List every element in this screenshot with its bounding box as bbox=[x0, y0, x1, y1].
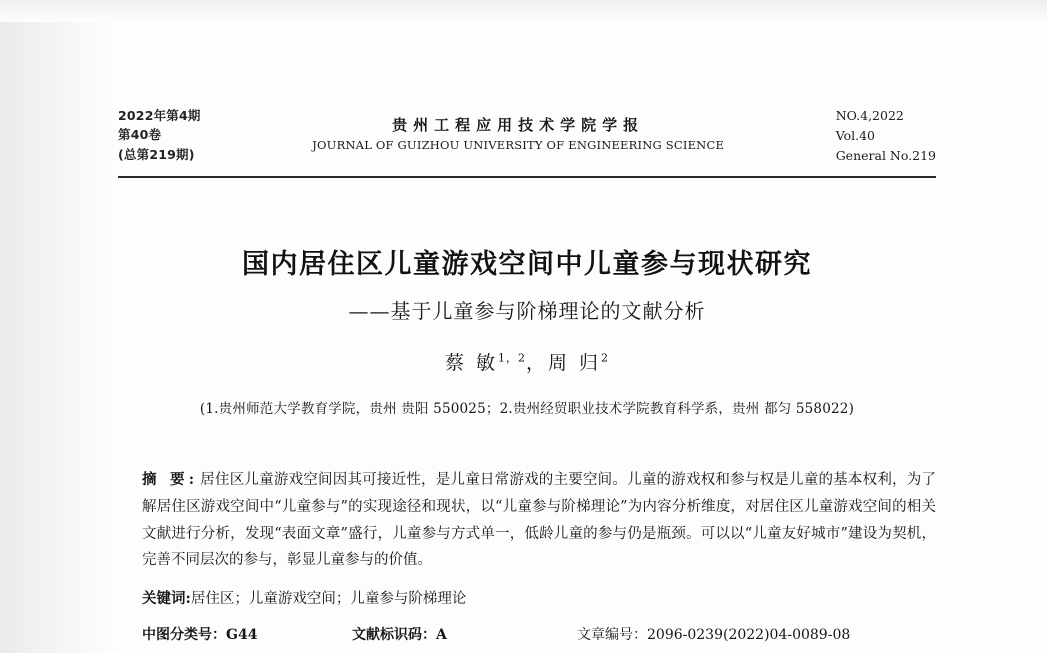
clc-code: 中图分类号：G44 bbox=[142, 627, 258, 644]
issue-en-line-2: Vol.40 bbox=[835, 128, 875, 143]
page-subtitle: ——基于儿童参与阶梯理论的文献分析 bbox=[348, 299, 706, 323]
author-name-2: 周 归 bbox=[548, 352, 602, 374]
issue-en-line-3: General No.219 bbox=[835, 148, 936, 163]
scan-edge-left bbox=[0, 0, 118, 653]
classification-codes bbox=[118, 623, 936, 649]
author-name-1: 蔡 敏 bbox=[444, 352, 498, 374]
journal-name bbox=[201, 114, 836, 152]
issue-line-1: 2022年第4期 bbox=[118, 108, 201, 123]
issue-info bbox=[118, 106, 201, 164]
abstract-paragraph bbox=[118, 467, 936, 574]
keywords-label: 关键词: bbox=[142, 590, 191, 608]
affiliation: (1.贵州师范大学教育学院，贵州 贵阳 550025；2.贵州经贸职业技术学院教育科学系，贵州 都匀 558022) bbox=[199, 401, 855, 417]
issue-line-2: 第40卷 bbox=[118, 127, 162, 143]
page-content bbox=[118, 0, 936, 649]
header-rule bbox=[118, 176, 936, 178]
issue-line-3: (总第219期) bbox=[118, 146, 195, 162]
keywords-text: 居住区；儿童游戏空间；儿童参与阶梯理论 bbox=[190, 591, 467, 608]
page-title: 国内居住区儿童游戏空间中儿童参与现状研究 bbox=[242, 249, 812, 280]
abstract-label: 摘 要: bbox=[142, 471, 199, 488]
document-code: 文献标识码：A bbox=[352, 627, 447, 644]
author-separator: ， bbox=[525, 352, 548, 374]
issue-info-en bbox=[836, 106, 936, 166]
title-block bbox=[118, 242, 936, 417]
issue-en-line-1: NO.4,2022 bbox=[835, 108, 904, 123]
author-affil-marker-2: 2 bbox=[601, 351, 610, 365]
abstract-text: 居住区儿童游戏空间因其可接近性，是儿童日常游戏的主要空间。儿童的游戏权和参与权是儿童的基本权利，为了解居住区游戏空间中“儿童参与”的实现途径和现状，以“儿童参与阶梯理论”为内容分析维度，对居住区儿童游戏空间的相关文献进行分析，发现“表面文章”盛行，儿童参与方式单一，低龄儿童的参与仍是瓶颈。可以以“儿童友好城市”建设为契机，完善不同层次的参与，彰显儿童参与的价值。 bbox=[142, 472, 936, 569]
author-affil-marker-1: 1，2 bbox=[497, 351, 526, 365]
keywords-line bbox=[118, 586, 936, 613]
abstract-section bbox=[118, 467, 936, 649]
running-head bbox=[118, 0, 936, 166]
journal-name-cn: 贵州工程应用技术学院学报 bbox=[392, 116, 645, 134]
journal-name-en: JOURNAL OF GUIZHOU UNIVERSITY OF ENGINEERING SCIENCE bbox=[312, 138, 725, 152]
article-id: 文章编号：2096-0239(2022)04-0089-08 bbox=[577, 627, 851, 644]
author-list bbox=[118, 348, 936, 375]
